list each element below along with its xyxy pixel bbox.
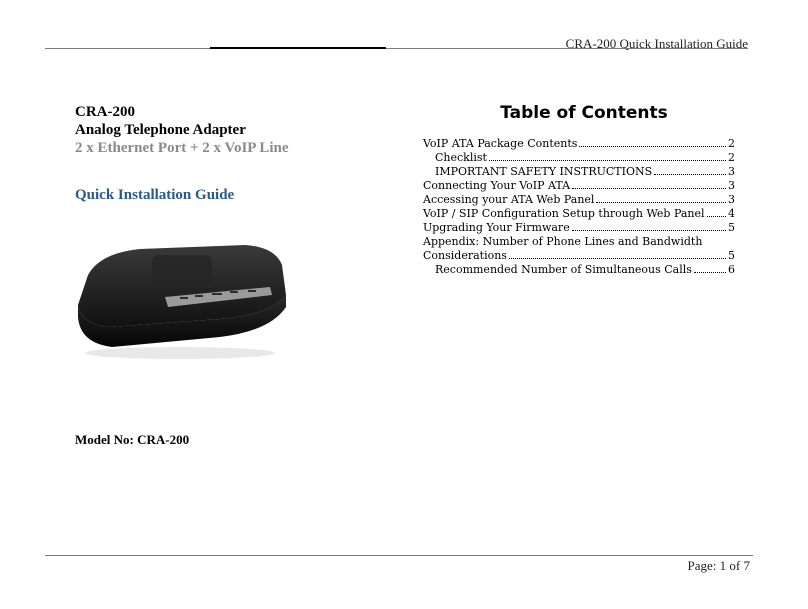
toc-entry-page: 2 (728, 151, 735, 164)
toc-heading: Table of Contents (500, 103, 668, 123)
product-name: CRA-200 (75, 104, 135, 120)
toc-dot-leader (694, 272, 726, 273)
product-info (75, 103, 365, 204)
toc-entry-title: Accessing your ATA Web Panel (423, 193, 595, 206)
toc-entry-connecting[interactable] (423, 179, 735, 193)
toc-entry-title: Recommended Number of Simultaneous Calls (435, 263, 692, 276)
table-of-contents (423, 103, 735, 277)
toc-entry-title: IMPORTANT SAFETY INSTRUCTIONS (435, 165, 653, 178)
toc-dot-leader (489, 160, 726, 161)
toc-entry-web-panel[interactable] (423, 193, 735, 207)
toc-entry-title-line2: Considerations (423, 249, 507, 262)
toc-entry-appendix-line2 (423, 249, 735, 263)
toc-dot-leader (572, 188, 726, 189)
toc-entry-title: Checklist (435, 151, 487, 164)
page-number: Page: 1 of 7 (687, 558, 750, 573)
header-accent-divider (210, 47, 386, 49)
header-title: CRA-200 Quick Installation Guide (565, 36, 748, 51)
toc-entry-simultaneous-calls[interactable] (423, 263, 735, 277)
toc-entry-title-line1: Appendix: Number of Phone Lines and Bandwidth (423, 235, 703, 248)
toc-entry-page: 3 (728, 193, 735, 206)
toc-entry-safety-instructions[interactable] (423, 165, 735, 179)
header-divider (45, 48, 748, 49)
toc-entry-page: 4 (728, 207, 735, 220)
toc-entry-firmware[interactable] (423, 221, 735, 235)
toc-entry-page: 5 (728, 221, 735, 234)
toc-entry-page: 3 (728, 179, 735, 192)
toc-entry-page: 2 (728, 137, 735, 150)
toc-dot-leader (707, 216, 726, 217)
toc-dot-leader (579, 146, 726, 147)
footer-divider (45, 555, 753, 556)
toc-entry-title: Connecting Your VoIP ATA (423, 179, 571, 192)
toc-dot-leader (654, 174, 726, 175)
toc-entry-title: Upgrading Your Firmware (423, 221, 570, 234)
toc-entry-title: VoIP ATA Package Contents (423, 137, 578, 150)
product-spec: 2 x Ethernet Port + 2 x VoIP Line (75, 140, 289, 156)
product-description: Analog Telephone Adapter (75, 122, 246, 138)
toc-entry-title: VoIP / SIP Configuration Setup through Web Panel (423, 207, 705, 220)
toc-entry-page: 5 (728, 249, 735, 262)
toc-entry-page: 6 (728, 263, 735, 276)
guide-title: Quick Installation Guide (75, 187, 235, 203)
model-number: Model No: CRA-200 (75, 432, 190, 447)
toc-entry-page: 3 (728, 165, 735, 178)
toc-dot-leader (509, 258, 726, 259)
toc-entry-checklist[interactable] (423, 151, 735, 165)
toc-dot-leader (596, 202, 726, 203)
toc-entry-appendix[interactable] (423, 235, 735, 263)
toc-entry-package-contents[interactable] (423, 137, 735, 151)
toc-entry-sip-configuration[interactable] (423, 207, 735, 221)
toc-dot-leader (572, 230, 726, 231)
device-image (70, 235, 290, 365)
